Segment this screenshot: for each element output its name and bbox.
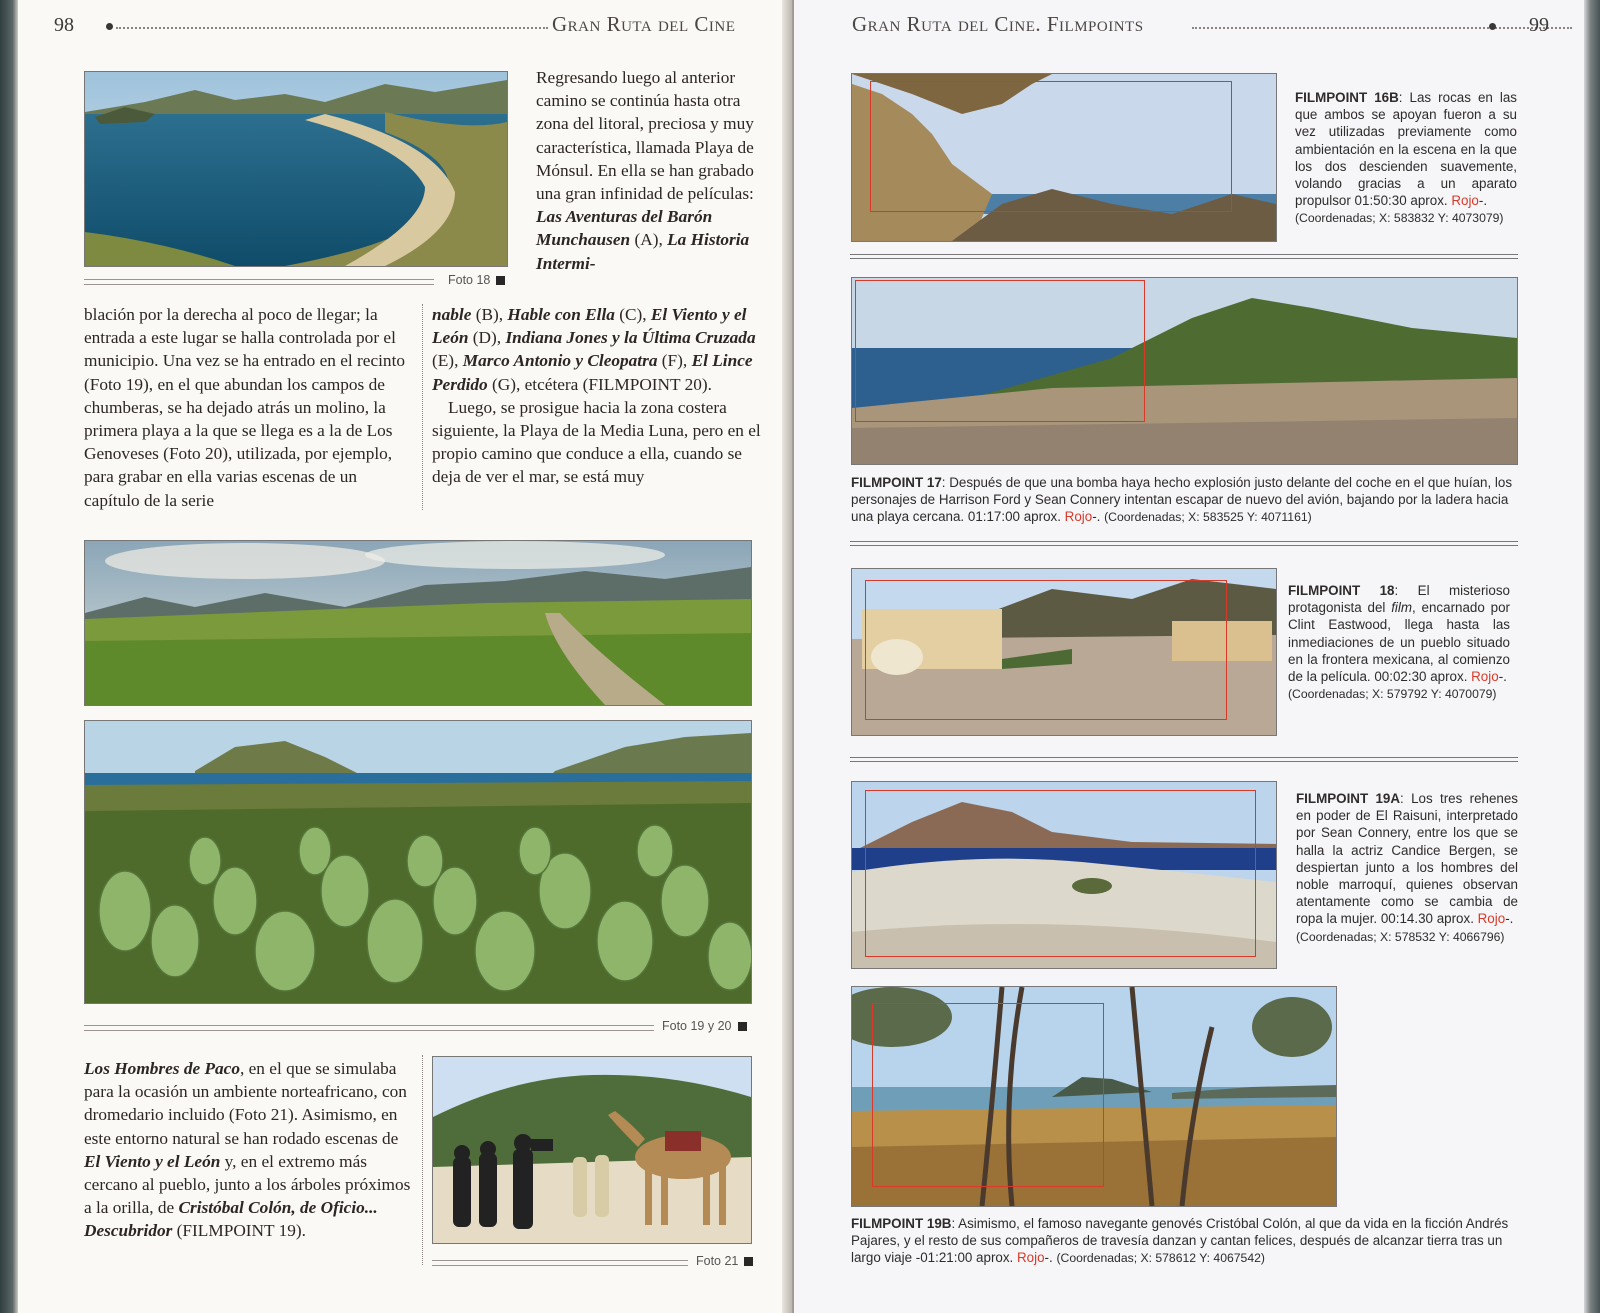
body-text-run: Regresando luego al anterior camino se continúa hasta otra zona del litoral, preciosa y muy característica, llamada Playa de Mónsul. En ella se han grabado una gran infinidad de películas: <box>536 68 754 204</box>
film-title: Indiana Jones y la Última Cruzada <box>505 328 756 348</box>
filmpoint-17-text <box>851 474 1519 527</box>
section-rule-1 <box>850 254 1518 259</box>
running-head-right: Gran Ruta del Cine. Filmpoints <box>852 12 1144 36</box>
photo-21-camel-film-crew <box>432 1056 752 1244</box>
rojo-marker: Rojo <box>1064 509 1093 525</box>
film-title: Los Hombres de Paco <box>84 1059 240 1078</box>
film-title: nable <box>432 305 472 324</box>
body-text-run: (G), etcétera (FILMPOINT 20). <box>487 374 712 394</box>
filmpoint-coordinates: (Coordenadas; X: 578532 Y: 4066796) <box>1296 929 1505 944</box>
header-bullet-right <box>1489 23 1496 30</box>
body-text-run: , en el que se simulaba para la ocasión un ambiente norteafricano, con dromedario incluido (Foto 21). Asimismo, en este entorno natural se han rodado escenas de <box>84 1059 407 1148</box>
body-text-run: (B), <box>471 305 508 324</box>
filmpoint-description: -. <box>1505 911 1514 927</box>
filmpoint-description: -. <box>1044 1250 1057 1266</box>
rojo-marker: Rojo <box>1017 1250 1045 1266</box>
body-text-run: y, en el extremo más cercano al pueblo, junto a los árboles próximos a la orilla, de <box>84 1151 411 1218</box>
header-dotted-rule-right <box>1192 27 1572 29</box>
text-column-right-top <box>536 66 758 275</box>
body-text-run: (E), <box>432 351 463 371</box>
film-title: Las Aventuras del Barón Munchausen <box>536 207 713 250</box>
header-bullet <box>106 23 113 30</box>
column-separator <box>422 304 423 510</box>
rojo-marker: Rojo <box>1451 193 1479 209</box>
filmpoint-description: : Las rocas en las que ambos se apoyan fueron a su vez utilizadas previamente como ambientación en la escena en la que los dos descienden suavemente, volando gracias a un aparato propulsor 01:50:30 aprox. <box>1295 90 1518 209</box>
filmpoint-coordinates: (Coordenadas; X: 583832 Y: 4073079) <box>1295 211 1504 226</box>
body-text-run: (D), <box>468 328 506 348</box>
caption-rule-18 <box>84 279 434 285</box>
film-title: Hable con Ella <box>507 305 615 324</box>
body-text-run: (A), <box>630 230 668 250</box>
film-title: El Lince Perdido <box>432 351 753 394</box>
film-title: El Viento y el León <box>84 1151 221 1171</box>
filmpoint-description: : Los tres rehenes en poder de El Raisuni, interpretado por Sean Connery, entre los que se halla la actriz Candice Bergen, se despiertan junto a los hombres del noble marroquí, quienes observan atentamente como se cambia de ropa la mujer. 00:14.30 aprox. <box>1296 791 1518 927</box>
caption-foto-19-20: Foto 19 y 20 <box>662 1019 747 1033</box>
filmpoint-19a-text <box>1296 790 1518 946</box>
filmpoint-coordinates: (Coordenadas; X: 583525 Y: 4071161) <box>1104 510 1312 525</box>
rojo-marker: Rojo <box>1477 911 1506 927</box>
filmpoint-19b-text <box>851 1215 1519 1268</box>
filmpoint-coordinates: (Coordenadas; X: 579792 Y: 4070079) <box>1288 687 1497 702</box>
filmpoint-description: , encarnado por Clint Eastwood, llega hasta las inmediaciones de un pueblo situado en la frontera mexicana, al comienzo de la película. 00:02:30 aprox. <box>1288 600 1510 685</box>
text-column-left-mid: blación por la derecha al poco de llegar; la entrada a este lugar se halla controlada por el municipio. Una vez se ha entrado en el recinto (Foto 19), en el que abundan los campos de chumberas, se ha dejado atrás un molino, la primera playa a la que se llega es a la de Los Genoveses (Foto 20), utilizada, por ejemplo, para grabar en ella varias escenas de un capítulo de la serie <box>84 305 406 510</box>
filmpoint-label: FILMPOINT 17 <box>851 475 942 490</box>
body-text-run: (F), <box>657 351 692 371</box>
body-text-run: (C), <box>614 305 651 324</box>
filmpoint-label: FILMPOINT 19B <box>851 1216 952 1231</box>
photo-19-valley <box>84 540 752 706</box>
caption-rule-19-20 <box>84 1025 654 1031</box>
filmpoint-label: FILMPOINT 19A <box>1296 791 1401 806</box>
filmpoint-description: : Asimismo, el famoso navegante genovés Cristóbal Colón, al que da vida en la ficción Andrés Pajares, y el resto de sus compañeros de travesía danzan y cantan felices, después de alcanzar tierra tras un largo viaje -01:21:00 aprox. <box>851 1216 1509 1266</box>
red-frame-19b <box>872 1003 1104 1187</box>
text-column-left-bottom <box>84 1057 416 1243</box>
section-rule-2 <box>850 541 1518 546</box>
rojo-marker: Rojo <box>1471 669 1499 685</box>
red-frame-18 <box>865 580 1227 720</box>
filmpoint-description-italic: film <box>1391 600 1413 616</box>
filmpoint-label: FILMPOINT 18 <box>1288 583 1395 598</box>
book-edge-left <box>0 0 18 1313</box>
caption-rule-21 <box>432 1260 688 1266</box>
book-edge-right <box>1584 0 1600 1313</box>
film-title: La Historia Intermi- <box>536 230 750 273</box>
filmpoint-description: -. <box>1498 669 1507 685</box>
red-frame-17 <box>855 280 1145 422</box>
film-title: El Viento y el León <box>432 305 747 348</box>
caption-foto-18: Foto 18 <box>448 273 505 287</box>
filmpoint-description: : El misterioso protagonista del <box>1288 583 1510 616</box>
left-page <box>18 0 790 1313</box>
photo-18-bay <box>84 71 508 267</box>
filmpoint-coordinates: (Coordenadas; X: 578612 Y: 4067542) <box>1056 1251 1265 1266</box>
red-frame-16b <box>870 81 1232 212</box>
red-frame-19a <box>865 790 1256 957</box>
filmpoint-description: -. <box>1092 509 1105 525</box>
caption-foto-21: Foto 21 <box>696 1254 753 1268</box>
filmpoint-16b-text <box>1295 89 1517 228</box>
filmpoint-description: -. <box>1478 193 1488 209</box>
film-title: Marco Antonio y Cleopatra <box>462 351 658 371</box>
page-number-right: 99 <box>1529 14 1549 36</box>
filmpoint-18-text <box>1288 582 1510 703</box>
running-head-left: Gran Ruta del Cine <box>552 12 736 36</box>
filmpoint-label: FILMPOINT 16B <box>1295 90 1399 105</box>
body-text-run: (FILMPOINT 19). <box>172 1221 306 1241</box>
column-separator-bottom <box>422 1055 423 1265</box>
header-dotted-rule <box>116 27 548 29</box>
text-column-right-mid: nable (B), Hable con Ella (C), El Viento y el León (D), Indiana Jones y la Última Cruzada (E), Marco Antonio y Cleopatra (F), El Lince Perdido (G), etcétera (FILMPOINT 20). Luego, se prosigue hacia la zona costera siguiente, la Playa de la Media Luna, pero en el propio camino que conduce a ella, cuando se deja de ver el mar, se está muy <box>432 305 761 487</box>
page-number-left: 98 <box>54 14 74 36</box>
section-rule-3 <box>850 757 1518 762</box>
filmpoint-description: : Después de que una bomba haya hecho explosión justo delante del coche en el que huían, los personajes de Harrison Ford y Sean Connery intentan escapar de nuevo del avión, bajando por la ladera hacia una playa cercana. 01:17:00 aprox. <box>851 475 1513 525</box>
film-title: Cristóbal Colón, de Oficio... Descubridor <box>84 1198 378 1241</box>
photo-20-cacti-genoveses <box>84 720 752 1004</box>
